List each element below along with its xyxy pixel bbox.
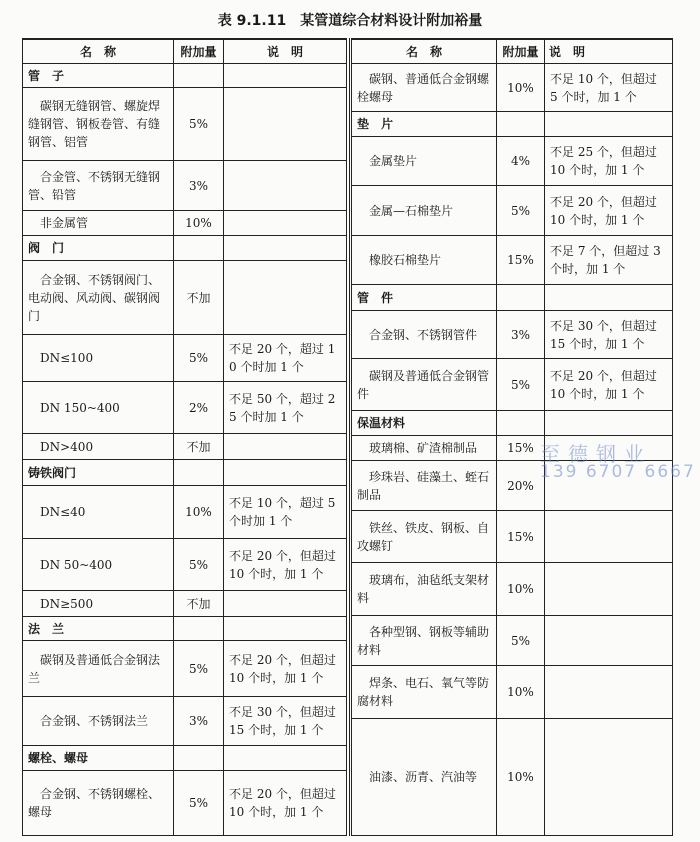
- allowance-value: 15%: [497, 436, 545, 461]
- table-row: [23, 434, 347, 460]
- item-note: [224, 434, 347, 460]
- allowance-value: 5%: [174, 88, 224, 161]
- table-row: [23, 617, 347, 641]
- table-row: [23, 64, 347, 88]
- item-note: 不足 20 个，但超过 10 个时，加 1 个: [224, 539, 347, 591]
- item-note: [545, 511, 673, 563]
- table-title: 表 9.1.11 某管道综合材料设计附加裕量: [217, 13, 483, 29]
- item-note: [545, 616, 673, 666]
- item-note: 不足 25 个，但超过 10 个时，加 1 个: [545, 137, 673, 186]
- allowance-value: 10%: [174, 486, 224, 539]
- table-row: [351, 616, 673, 666]
- allowance-value: 5%: [497, 186, 545, 236]
- header-name: 名 称: [351, 39, 497, 64]
- table-row: [351, 511, 673, 563]
- header-desc: 说 明: [545, 39, 673, 64]
- item-note: [545, 411, 673, 436]
- item-name: 金属—石棉垫片: [351, 186, 497, 236]
- allowance-value: 5%: [497, 359, 545, 411]
- item-name: DN≤40: [23, 486, 174, 539]
- allowance-value: 2%: [174, 382, 224, 434]
- table-row: [351, 236, 673, 285]
- allowance-value: 10%: [497, 719, 545, 836]
- allowance-value: 5%: [174, 335, 224, 382]
- item-name: 橡胶石棉垫片: [351, 236, 497, 285]
- item-note: [224, 460, 347, 486]
- item-name: DN 50~400: [23, 539, 174, 591]
- table-row: [23, 486, 347, 539]
- table-row: [351, 666, 673, 719]
- item-name: 法 兰: [23, 617, 174, 641]
- allowance-table-right: [349, 38, 673, 836]
- allowance-value: [497, 411, 545, 436]
- table-row: [351, 285, 673, 311]
- item-name: 各种型钢、钢板等辅助材料: [351, 616, 497, 666]
- table-row: [23, 161, 347, 211]
- header-add: 附加量: [174, 39, 224, 64]
- item-name: 油漆、沥青、汽油等: [351, 719, 497, 836]
- item-note: 不足 20 个，但超过 10 个时，加 1 个: [545, 186, 673, 236]
- item-name: DN>400: [23, 434, 174, 460]
- table-row: [351, 719, 673, 836]
- table-row: [23, 261, 347, 335]
- item-name: 铸铁阀门: [23, 460, 174, 486]
- allowance-value: 10%: [497, 64, 545, 112]
- item-name: 玻璃棉、矿渣棉制品: [351, 436, 497, 461]
- allowance-value: 10%: [497, 666, 545, 719]
- allowance-value: 20%: [497, 461, 545, 511]
- item-name: 合金管、不锈钢无缝钢管、铅管: [23, 161, 174, 211]
- item-note: [224, 591, 347, 617]
- item-note: [224, 64, 347, 88]
- item-name: 焊条、电石、氧气等防腐材料: [351, 666, 497, 719]
- allowance-value: [174, 460, 224, 486]
- item-note: 不足 7 个，但超过 3 个时，加 1 个: [545, 236, 673, 285]
- item-name: 阀 门: [23, 236, 174, 261]
- allowance-value: [497, 112, 545, 137]
- item-name: DN≥500: [23, 591, 174, 617]
- item-name: DN 150~400: [23, 382, 174, 434]
- header-name: 名 称: [23, 39, 174, 64]
- allowance-value: 3%: [174, 697, 224, 746]
- table-row: [23, 382, 347, 434]
- item-name: 碳钢无缝钢管、螺旋焊缝钢管、钢板卷管、有缝钢管、铝管: [23, 88, 174, 161]
- allowance-value: 10%: [174, 211, 224, 236]
- item-note: [224, 261, 347, 335]
- table-row: [23, 88, 347, 161]
- allowance-value: [174, 746, 224, 771]
- item-note: [545, 719, 673, 836]
- allowance-value: 5%: [497, 616, 545, 666]
- item-name: 合金钢、不锈钢法兰: [23, 697, 174, 746]
- item-note: 不足 20 个，但超过 10 个时，加 1 个: [545, 359, 673, 411]
- item-name: 非金属管: [23, 211, 174, 236]
- item-name: DN≤100: [23, 335, 174, 382]
- allowance-value: 不加: [174, 591, 224, 617]
- allowance-value: [174, 617, 224, 641]
- allowance-value: 5%: [174, 641, 224, 697]
- allowance-value: 3%: [174, 161, 224, 211]
- table-row: [351, 112, 673, 137]
- item-name: 珍珠岩、硅藻土、蛭石制品: [351, 461, 497, 511]
- watermark-phone: 139 6707 6667: [540, 462, 696, 482]
- item-note: [224, 161, 347, 211]
- table-row: [23, 335, 347, 382]
- allowance-value: 5%: [174, 539, 224, 591]
- item-name: 合金钢、不锈钢螺栓、螺母: [23, 771, 174, 836]
- item-note: [545, 666, 673, 719]
- allowance-value: [174, 236, 224, 261]
- item-name: 管 子: [23, 64, 174, 88]
- item-note: [224, 746, 347, 771]
- item-note: [545, 563, 673, 616]
- table-row: [23, 746, 347, 771]
- table-row: [351, 359, 673, 411]
- item-name: 螺栓、螺母: [23, 746, 174, 771]
- table-row: [23, 236, 347, 261]
- allowance-value: [174, 64, 224, 88]
- table-row: [351, 311, 673, 359]
- item-note: 不足 30 个，但超过 15 个时，加 1 个: [224, 697, 347, 746]
- table-row: [351, 563, 673, 616]
- header-row: [351, 39, 673, 64]
- item-name: 玻璃布，油毡纸支架材料: [351, 563, 497, 616]
- allowance-value: 5%: [174, 771, 224, 836]
- header-row: [23, 39, 347, 64]
- item-note: [224, 236, 347, 261]
- item-note: 不足 20 个，超过 10 个时加 1 个: [224, 335, 347, 382]
- item-name: 金属垫片: [351, 137, 497, 186]
- item-name: 保温材料: [351, 411, 497, 436]
- item-note: 不足 20 个，但超过 10 个时，加 1 个: [224, 771, 347, 836]
- allowance-value: 3%: [497, 311, 545, 359]
- item-note: 不足 20 个，但超过 10 个时，加 1 个: [224, 641, 347, 697]
- table-row: [23, 771, 347, 836]
- item-note: [224, 88, 347, 161]
- table-row: [23, 697, 347, 746]
- item-note: 不足 50 个，超过 25 个时加 1 个: [224, 382, 347, 434]
- item-name: 垫 片: [351, 112, 497, 137]
- header-add: 附加量: [497, 39, 545, 64]
- table-row: [23, 591, 347, 617]
- watermark-company: 至德钢业: [540, 442, 652, 466]
- allowance-value: 15%: [497, 236, 545, 285]
- table-row: [23, 539, 347, 591]
- allowance-value: 不加: [174, 434, 224, 460]
- item-name: 碳钢及普通低合金钢法兰: [23, 641, 174, 697]
- allowance-value: 4%: [497, 137, 545, 186]
- item-note: [224, 211, 347, 236]
- item-note: [224, 617, 347, 641]
- item-note: [545, 285, 673, 311]
- allowance-value: 10%: [497, 563, 545, 616]
- table-row: [23, 211, 347, 236]
- item-note: 不足 10 个，但超过 5 个时，加 1 个: [545, 64, 673, 112]
- table-row: [23, 641, 347, 697]
- item-name: 管 件: [351, 285, 497, 311]
- table-row: [351, 186, 673, 236]
- item-name: 合金钢、不锈钢阀门、电动阀、风动阀、碳钢阀门: [23, 261, 174, 335]
- item-note: 不足 30 个，但超过 15 个时，加 1 个: [545, 311, 673, 359]
- table-row: [351, 137, 673, 186]
- item-note: 不足 10 个，超过 5 个时加 1 个: [224, 486, 347, 539]
- table-row: [351, 64, 673, 112]
- item-note: [545, 112, 673, 137]
- allowance-value: [497, 285, 545, 311]
- allowance-table-left: [22, 38, 347, 836]
- header-desc: 说 明: [224, 39, 347, 64]
- table-row: [23, 460, 347, 486]
- table-row: [351, 411, 673, 436]
- item-name: 铁丝、铁皮、钢板、自攻螺钉: [351, 511, 497, 563]
- item-name: 碳钢、普通低合金钢螺栓螺母: [351, 64, 497, 112]
- item-name: 合金钢、不锈钢管件: [351, 311, 497, 359]
- allowance-value: 不加: [174, 261, 224, 335]
- item-name: 碳钢及普通低合金钢管件: [351, 359, 497, 411]
- allowance-value: 15%: [497, 511, 545, 563]
